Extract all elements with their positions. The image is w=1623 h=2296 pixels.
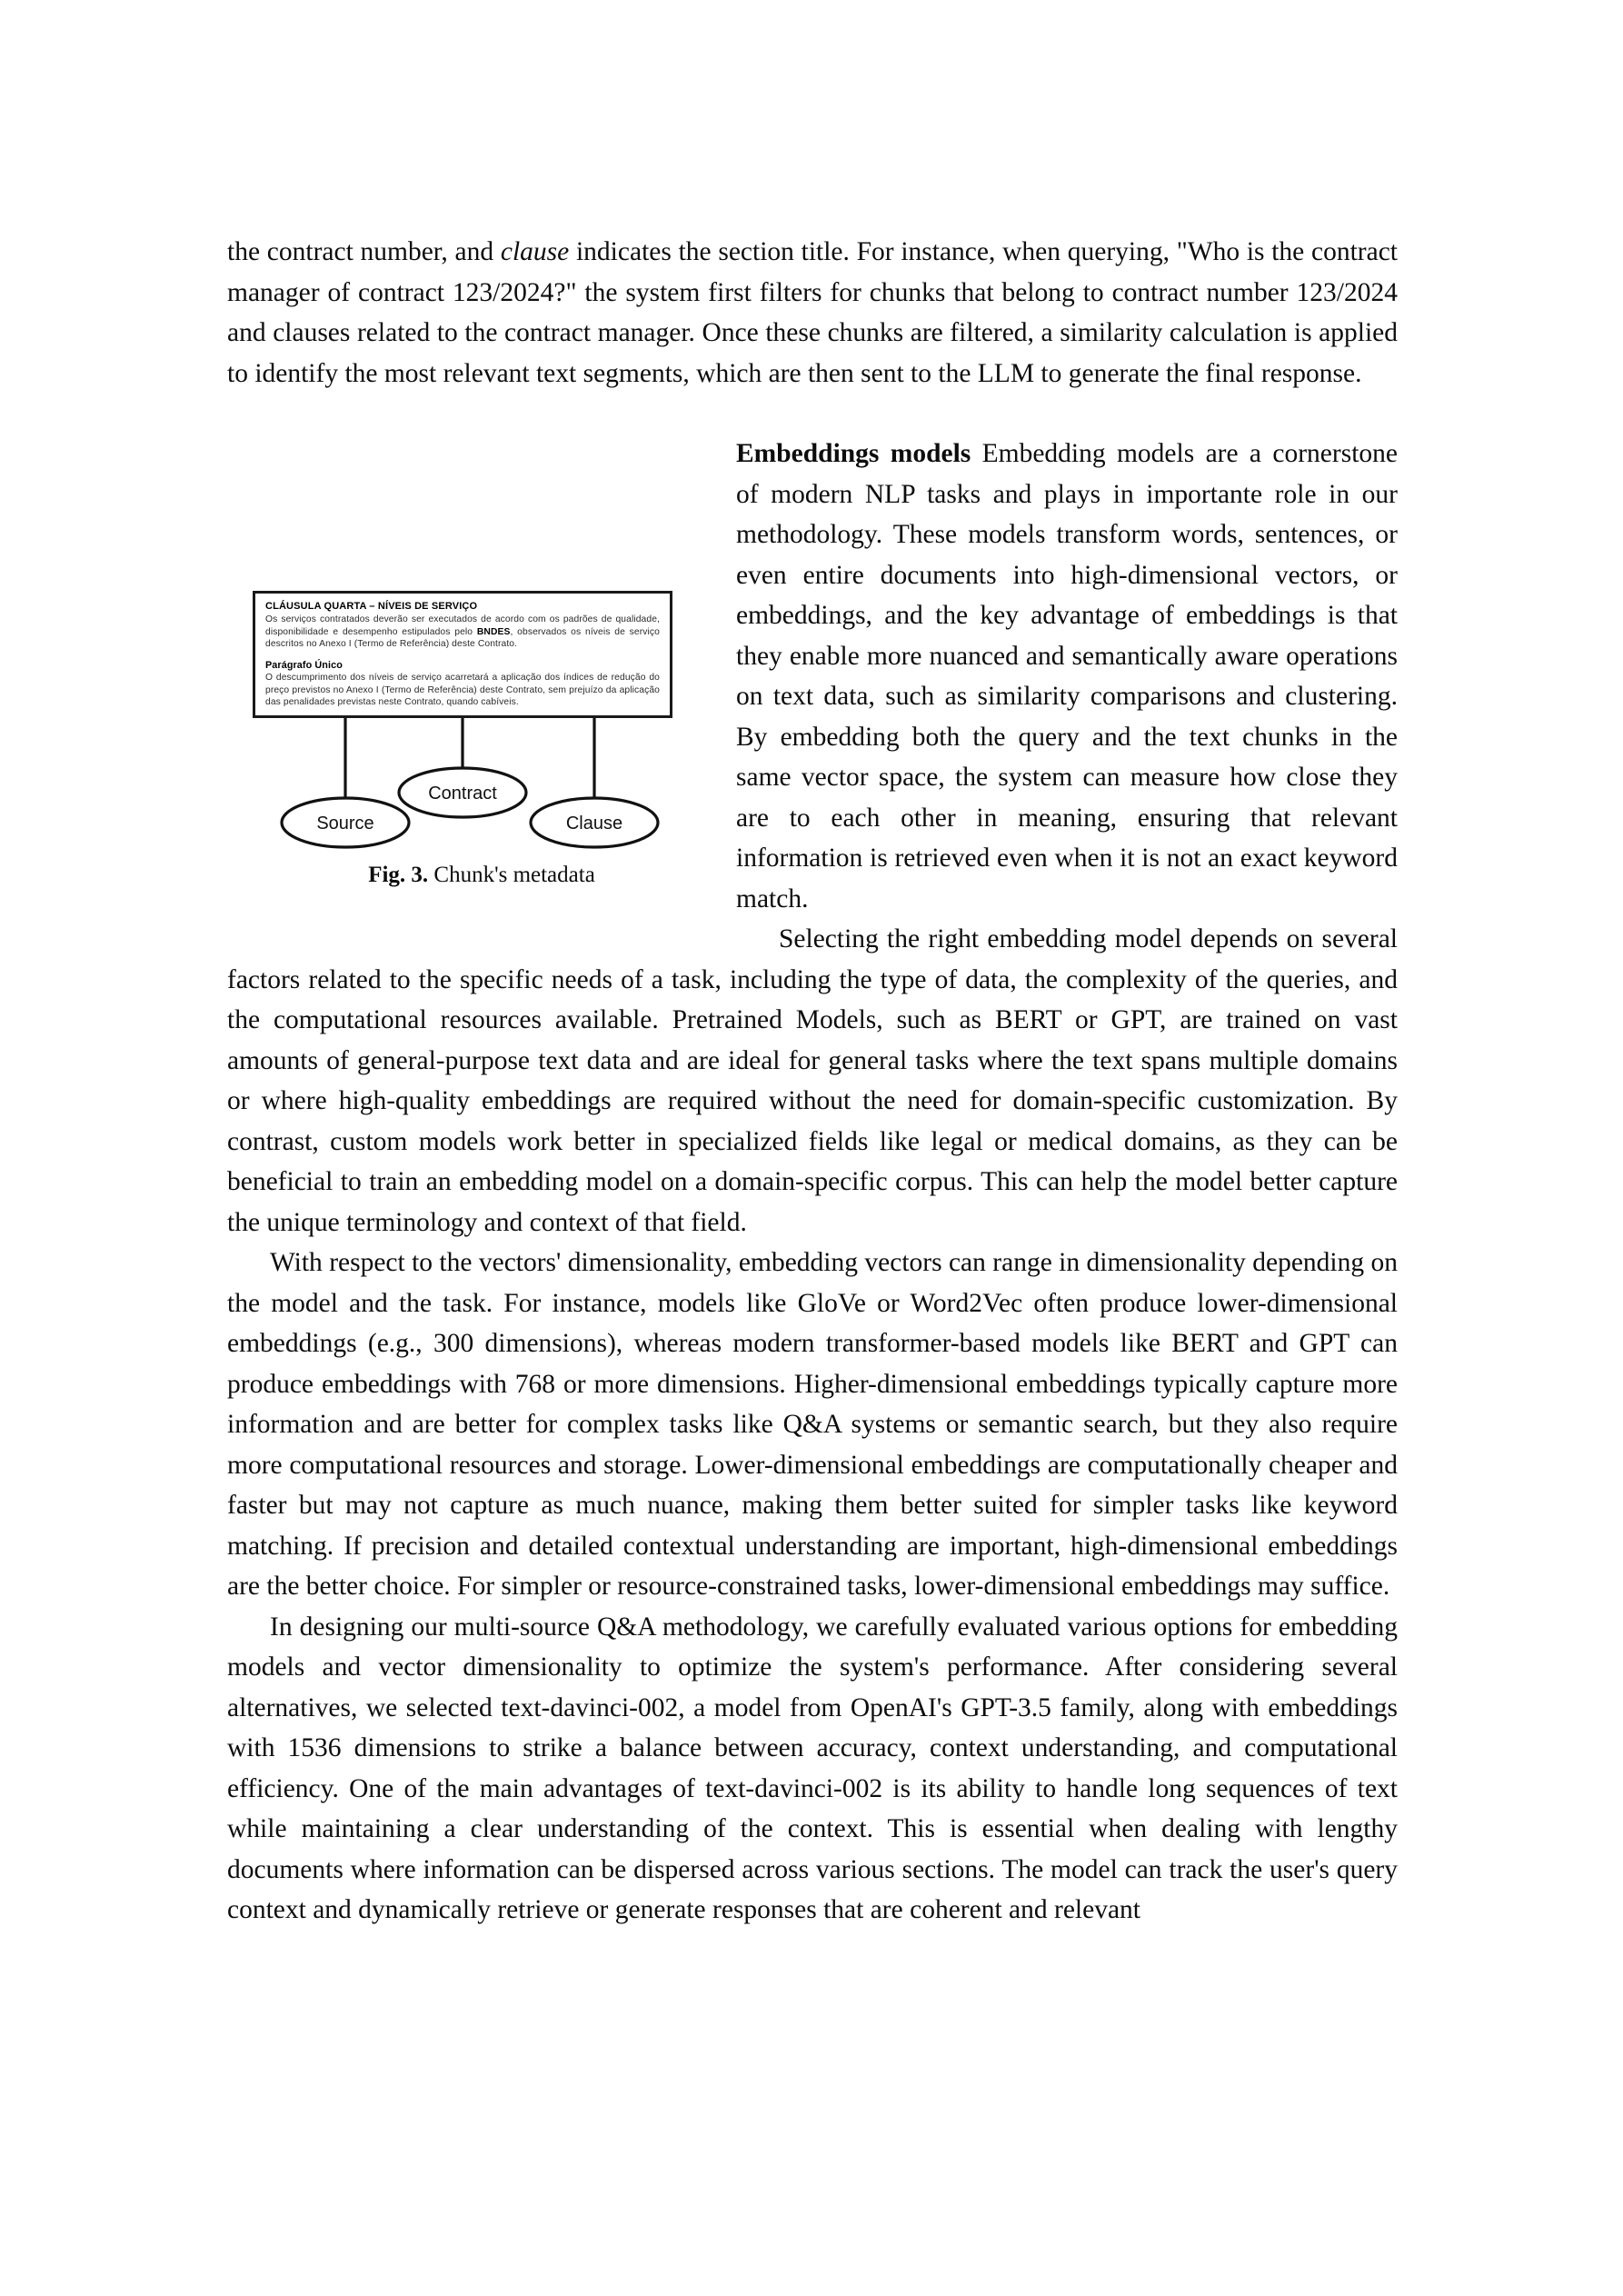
document-paragraph-1-b: , observados os níveis de serviço descritos no Anexo I (Termo de Referência) deste Contrato. [265,626,661,649]
intro-text-part2: indicates the section title. For instance, when querying, "Who is the contract manager of contract 123/2024?" the system first filters for chunks that belong to contract number 123/2024 and clauses related to the contract manager. Once these chunks are filtered, a similarity calculation is applied to identify the most relevant text segments, which are then sent to the LLM to generate the final response. [227,237,1398,388]
document-entity-bndes: BNDES [476,626,511,637]
figure-3-caption-label: Fig. 3. [368,863,429,887]
figure-text-wrap-block [227,434,1398,1243]
document-subheading: Parágrafo Único [265,660,343,672]
node-contract-label: Contract [428,784,497,804]
embeddings-models-body: Embedding models are a cornerstone of modern NLP tasks and plays in importante role in our methodology. These models transform words, sentences, or even entire documents into high-dimensional vectors, or embeddings, and the key advantage of embeddings is that they enable more nuanced and semantically aware operations on text data, such as similarity comparisons and clustering. By embedding both the query and the text chunks in the same vector space, the system can measure how close they are to each other in meaning, ensuring that relevant information is retrieved even when it is not an exact keyword match. [736,439,1398,913]
figure-3 [227,450,736,959]
document-paragraph-1-a: Os serviços contratados deverão ser executados de acordo com os padrões de qualidade, disponibilidade e desempenho estipulados pelo [265,614,660,637]
paragraph-selecting-model: Selecting the right embedding model depends on several factors related to the specific needs of a task, including the type of data, the complexity of the queries, and the computational resources available. Pretrained Models, such as BERT or GPT, are trained on vast amounts of general-purpose text data and are ideal for general tasks where the text spans multiple domains or where high-quality embeddings are required without the need for domain-specific customization. By contrast, custom models work better in specialized fields like legal or medical domains, as they can be beneficial to train an embedding model on a domain-specific corpus. This can help the model better capture the unique terminology and context of that field. [227,924,1398,1237]
paragraph-intro [227,232,1398,394]
embeddings-models-heading: Embeddings models [736,439,971,468]
paragraph-design-methodology: In designing our multi-source Q&A methodology, we carefully evaluated various options for embedding models and vector dimensionality to optimize the system's performance. After considering several alternatives, we selected text-davinci-002, a model from OpenAI's GPT-3.5 family, along with embeddings with 1536 dimensions to strike a balance between accuracy, context understanding, and computational efficiency. One of the main advantages of text-davinci-002 is its ability to handle long sequences of text while maintaining a clear understanding of the context. This is essential when dealing with lengthy documents where information can be dispersed across various sections. The model can track the user's query context and dynamically retrieve or generate responses that are coherent and relevant [227,1612,1398,1924]
figure-3-graphic [227,450,736,959]
figure-3-caption [227,861,736,890]
node-source-label: Source [316,814,374,834]
intro-text-part1: the contract number, and [227,237,501,266]
node-clause-label: Clause [565,814,623,834]
page-content [227,232,1398,1931]
intro-emphasis-clause: clause [500,237,570,266]
figure-3-caption-text: Chunk's metadata [433,863,595,887]
document-paragraph-2: O descumprimento dos níveis de serviço acarretará a aplicação dos índices de redução do preço previstos no Anexo I (Termo de Referência) deste Contrato, sem prejuízo da aplicação das penalidades previstas neste Contrato, quando cabíveis. [265,673,660,708]
paragraph-dimensionality: With respect to the vectors' dimensionality, embedding vectors can range in dimensionality depending on the model and the task. For instance, models like GloVe or Word2Vec often produce lower-dimensional embeddings (e.g., 300 dimensions), whereas modern transformer-based models like BERT and GPT can produce embeddings with 768 or more dimensions. Higher-dimensional embeddings typically capture more information and are better for complex tasks like Q&A systems or semantic search, but they also require more computational resources and storage. Lower-dimensional embeddings are computationally cheaper and faster but may not capture as much nuance, making them better suited for simpler tasks like keyword matching. If precision and detailed contextual understanding are important, high-dimensional embeddings are the better choice. For simpler or resource-constrained tasks, lower-dimensional embeddings may suffice. [227,1248,1398,1601]
document-heading: CLÁUSULA QUARTA – NÍVEIS DE SERVIÇO [265,601,478,612]
